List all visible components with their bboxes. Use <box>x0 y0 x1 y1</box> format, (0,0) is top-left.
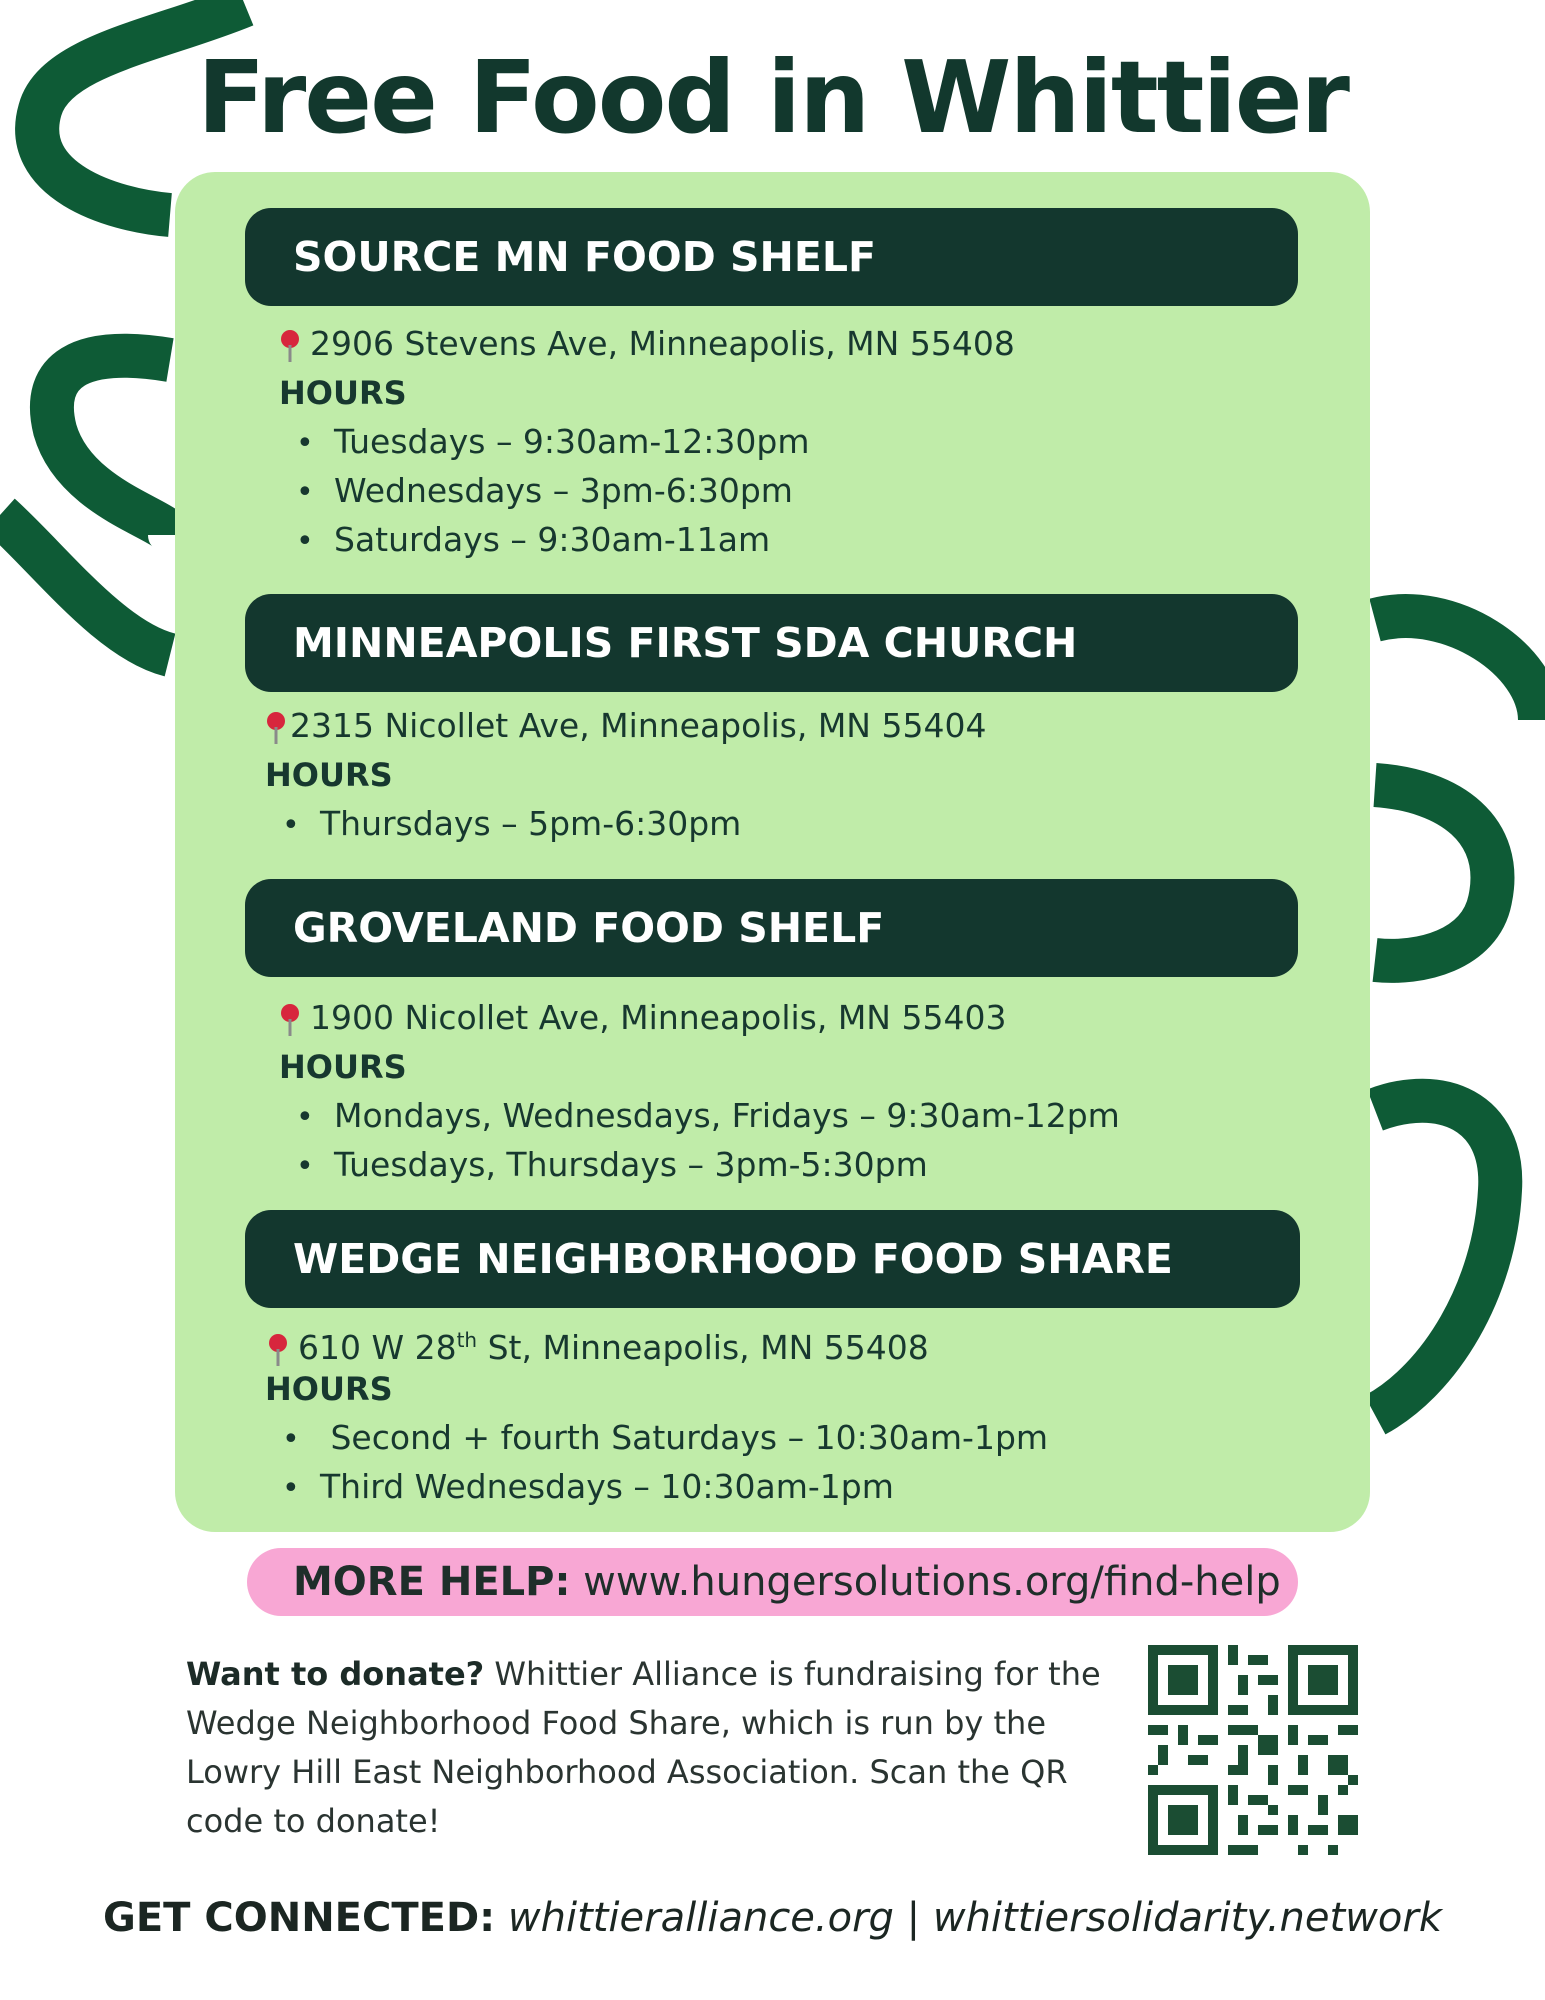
hours-label: HOURS <box>265 756 393 794</box>
list-item: • Thursdays – 5pm-6:30pm <box>282 804 742 843</box>
list-item: • Tuesdays, Thursdays – 3pm-5:30pm <box>296 1145 928 1184</box>
hours-label: HOURS <box>279 1048 407 1086</box>
list-item: • Wednesdays – 3pm-6:30pm <box>296 471 793 510</box>
location-header-wedge: WEDGE NEIGHBORHOOD FOOD SHARE <box>245 1210 1300 1308</box>
more-help-label: MORE HELP: <box>293 1559 571 1605</box>
page-title: Free Food in Whittier <box>197 39 1348 156</box>
donate-text: Whittier Alliance is fundraising for the Wedge Neighborhood Food Share, which is run by the Lowry Hill East Neighborhood Association. Scan the QR code to donate! <box>186 1655 1101 1840</box>
location-address <box>280 996 1006 1040</box>
address-text: 2315 Nicollet Ave, Minneapolis, MN 55404 <box>290 706 987 745</box>
map-pin-icon <box>266 711 286 745</box>
whittier-alliance-link[interactable]: whittieralliance.org <box>495 1895 894 1941</box>
address-text: 1900 Nicollet Ave, Minneapolis, MN 55403 <box>310 998 1007 1037</box>
connect-separator: | <box>893 1895 933 1941</box>
hours-label: HOURS <box>279 374 407 412</box>
more-help-banner <box>247 1548 1298 1616</box>
map-pin-icon <box>268 1333 288 1367</box>
get-connected-footer <box>0 1895 1545 1941</box>
location-address <box>266 704 986 748</box>
connect-label: GET CONNECTED: <box>103 1895 496 1941</box>
list-item: • Saturdays – 9:30am-11am <box>296 520 771 559</box>
list-item: • Second + fourth Saturdays – 10:30am-1pm <box>282 1418 1049 1457</box>
location-address <box>280 322 1015 366</box>
list-item: • Mondays, Wednesdays, Fridays – 9:30am-12pm <box>296 1096 1120 1135</box>
location-header-first-sda: MINNEAPOLIS FIRST SDA CHURCH <box>245 594 1298 692</box>
more-help-link[interactable]: www.hungersolutions.org/find-help <box>570 1559 1281 1605</box>
location-address <box>268 1318 929 1370</box>
donate-paragraph <box>186 1650 1106 1846</box>
address-text: St, Minneapolis, MN 55408 <box>477 1328 929 1367</box>
whittier-solidarity-link[interactable]: whittiersolidarity.network <box>932 1895 1442 1941</box>
list-item: • Third Wednesdays – 10:30am-1pm <box>282 1467 894 1506</box>
map-pin-icon <box>280 1003 300 1037</box>
address-suffix: th <box>456 1328 478 1352</box>
location-header-groveland: GROVELAND FOOD SHELF <box>245 879 1298 977</box>
hours-label: HOURS <box>265 1370 393 1408</box>
location-header-source-mn: SOURCE MN FOOD SHELF <box>245 208 1298 306</box>
list-item: • Tuesdays – 9:30am-12:30pm <box>296 422 810 461</box>
address-text: 2906 Stevens Ave, Minneapolis, MN 55408 <box>310 324 1015 363</box>
qr-code-icon[interactable] <box>1148 1645 1358 1855</box>
address-text: 610 W 28 <box>298 1328 457 1367</box>
map-pin-icon <box>280 329 300 363</box>
donate-lead: Want to donate? <box>186 1655 485 1693</box>
